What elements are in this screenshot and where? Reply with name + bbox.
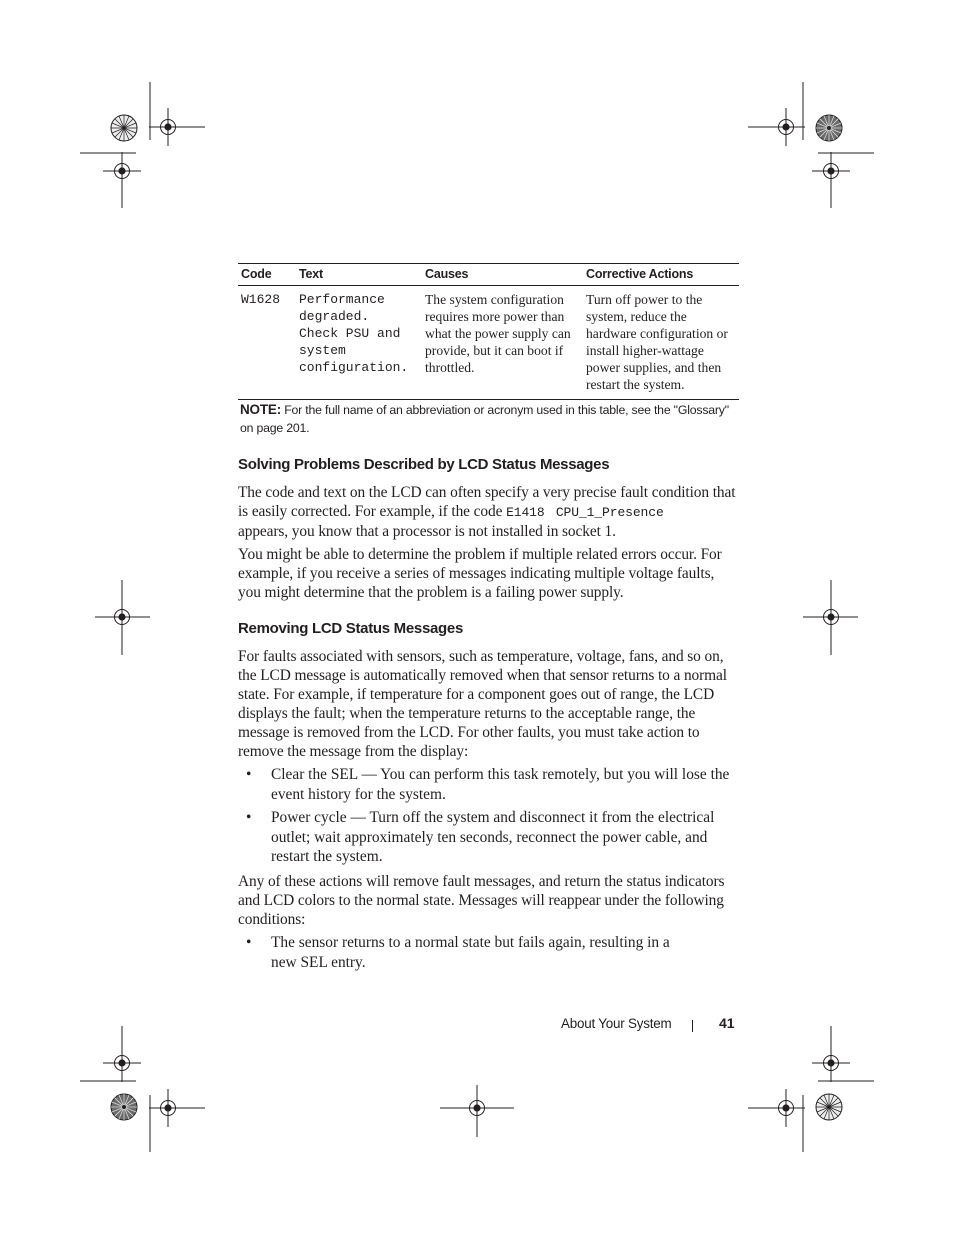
page-number: 41 bbox=[719, 1015, 735, 1031]
list-item bbox=[246, 765, 737, 804]
bullet-icon: • bbox=[246, 934, 252, 951]
table-row bbox=[238, 286, 739, 400]
section1-paragraph-2: You might be able to determine the problem if multiple related errors occur. For example, if you receive a series of messages indicating multiple voltage faults, you might determine that the problem is a failing power supply. bbox=[238, 546, 722, 601]
column-header-text: Text bbox=[296, 264, 422, 286]
list-item-text: Power cycle — Turn off the system and disconnect it from the electrical outlet; wait approximately ten seconds, reconnect the power cable, and restart the system. bbox=[271, 809, 715, 865]
cell-text: Performance degraded. Check PSU and system configuration. bbox=[296, 286, 422, 400]
cell-corrective-actions: Turn off power to the system, reduce the hardware configuration or install higher-wattage power supplies, and then restart the system. bbox=[583, 286, 739, 400]
note-label: NOTE: bbox=[240, 402, 281, 417]
table-header-row bbox=[238, 264, 739, 286]
column-header-corrective-actions: Corrective Actions bbox=[583, 264, 739, 286]
section1-paragraph-1 bbox=[238, 483, 738, 541]
bullet-icon: • bbox=[246, 809, 252, 826]
cell-causes: The system configuration requires more power than what the power supply can provide, but it can boot if throttled. bbox=[422, 286, 583, 400]
list-item bbox=[246, 808, 723, 867]
section-heading-removing-messages: Removing LCD Status Messages bbox=[238, 620, 463, 637]
section1-p1-tail: appears, you know that a processor is not installed in socket 1. bbox=[238, 523, 616, 540]
footer-chapter-title: About Your System bbox=[561, 1016, 672, 1031]
list-item bbox=[246, 933, 681, 972]
column-header-causes: Causes bbox=[422, 264, 583, 286]
footer-separator bbox=[692, 1020, 693, 1032]
list-item-text: Clear the SEL — You can perform this task remotely, but you will lose the event history for the system. bbox=[271, 766, 730, 803]
column-header-code: Code bbox=[238, 264, 296, 286]
note-text: For the full name of an abbreviation or acronym used in this table, see the "Glossary" on page 201. bbox=[240, 403, 729, 435]
code-cpu-presence: CPU_1_Presence bbox=[555, 505, 664, 520]
list-item-text: The sensor returns to a normal state but fails again, resulting in a new SEL entry. bbox=[271, 934, 670, 971]
bullet-icon: • bbox=[246, 766, 252, 783]
code-e1418: E1418 bbox=[506, 505, 545, 520]
section2-paragraph-2: Any of these actions will remove fault messages, and return the status indicators and LCD colors to the normal state. Messages will reappear under the following conditions: bbox=[238, 873, 725, 928]
section2-paragraph-1: For faults associated with sensors, such as temperature, voltage, fans, and so on, the LCD message is automatically removed when that sensor returns to a normal state. For example, if temperature for a component goes out of range, the LCD displays the fault; when the temperature returns to the acceptable range, the message is removed from the LCD. For other faults, you must take action to remove the message from the display: bbox=[238, 648, 727, 760]
cell-code: W1628 bbox=[238, 286, 296, 400]
lcd-message-table bbox=[238, 263, 739, 400]
table-note bbox=[240, 401, 735, 437]
section-heading-solving-problems: Solving Problems Described by LCD Status Messages bbox=[238, 456, 610, 473]
section1-p1-text: The code and text on the LCD can often specify a very precise fault condition that is easily corrected. For example, if the code bbox=[238, 484, 736, 520]
